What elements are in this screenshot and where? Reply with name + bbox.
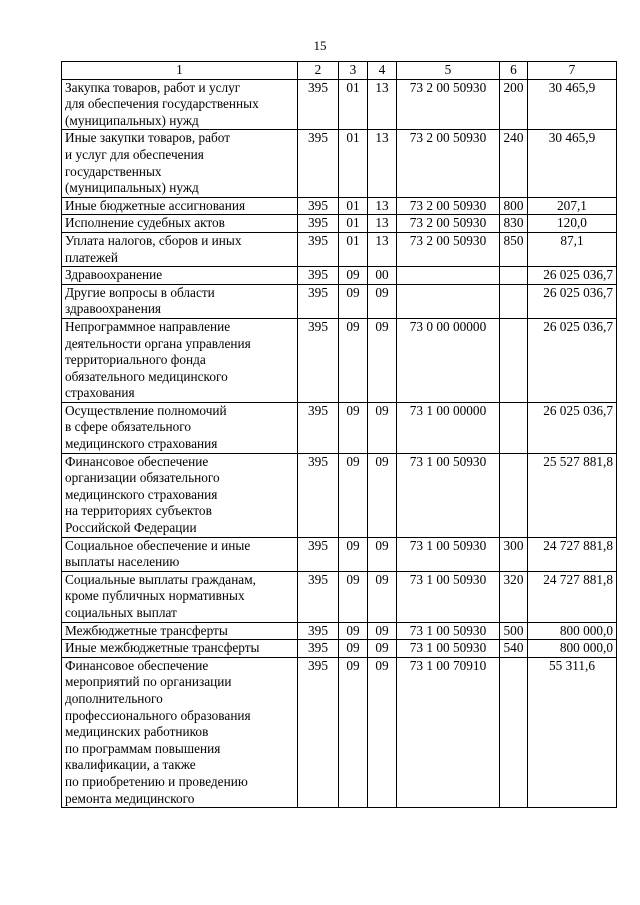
amount-cell: 24 727 881,8 [528, 537, 617, 571]
section-code-cell: 09 [339, 640, 368, 658]
expense-type-cell: 300 [500, 537, 528, 571]
row-name-line: обязательного медицинского [65, 368, 228, 384]
header-cell: 3 [339, 62, 368, 80]
expense-type-cell: 540 [500, 640, 528, 658]
section-code-cell: 09 [339, 453, 368, 537]
row-name-cell [62, 537, 298, 571]
expense-type-cell [500, 284, 528, 318]
admin-code-cell: 395 [298, 453, 339, 537]
target-article-cell: 73 0 00 00000 [397, 318, 500, 402]
amount-cell: 26 025 036,7 [528, 318, 617, 402]
row-name-line: государственных [65, 163, 162, 179]
subsection-code-cell: 13 [368, 232, 397, 266]
header-cell: 1 [62, 62, 298, 80]
row-name-line: дополнительного [65, 690, 163, 706]
table-row [62, 453, 617, 537]
row-name-cell [62, 79, 298, 130]
row-name-line: мероприятий по организации [65, 674, 232, 690]
table-row [62, 79, 617, 130]
table-row [62, 215, 617, 233]
amount-cell: 30 465,9 [528, 130, 617, 197]
row-name-line: Иные закупки товаров, работ [65, 130, 231, 146]
subsection-code-cell: 13 [368, 79, 397, 130]
row-name-line: Другие вопросы в области [65, 284, 215, 300]
row-name-line: Закупка товаров, работ и услуг [65, 79, 241, 95]
row-name-line: Межбюджетные трансферты [65, 622, 228, 638]
row-name-line: Российской Федерации [65, 520, 197, 536]
header-cell: 6 [500, 62, 528, 80]
admin-code-cell: 395 [298, 537, 339, 571]
admin-code-cell: 395 [298, 79, 339, 130]
amount-cell: 800 000,0 [528, 640, 617, 658]
expense-type-cell [500, 267, 528, 285]
target-article-cell [397, 284, 500, 318]
row-name-cell [62, 453, 298, 537]
subsection-code-cell: 00 [368, 267, 397, 285]
table-row [62, 284, 617, 318]
section-code-cell: 09 [339, 537, 368, 571]
table-row [62, 130, 617, 197]
amount-cell: 207,1 [528, 197, 617, 215]
expense-type-cell [500, 402, 528, 453]
section-code-cell: 09 [339, 571, 368, 622]
page-number: 15 [313, 38, 327, 53]
admin-code-cell: 395 [298, 640, 339, 658]
table-row [62, 657, 617, 807]
admin-code-cell: 395 [298, 402, 339, 453]
row-name-cell [62, 318, 298, 402]
section-code-cell: 09 [339, 284, 368, 318]
target-article-cell: 73 1 00 50930 [397, 537, 500, 571]
row-name-cell [62, 657, 298, 807]
amount-cell: 800 000,0 [528, 622, 617, 640]
row-name-line: Иные бюджетные ассигнования [65, 197, 246, 213]
section-code-cell: 01 [339, 197, 368, 215]
admin-code-cell: 395 [298, 284, 339, 318]
header-cell: 4 [368, 62, 397, 80]
expense-type-cell: 830 [500, 215, 528, 233]
admin-code-cell: 395 [298, 622, 339, 640]
row-name-cell [62, 215, 298, 233]
table-row [62, 571, 617, 622]
amount-cell: 25 527 881,8 [528, 453, 617, 537]
subsection-code-cell: 09 [368, 318, 397, 402]
row-name-line: страхования [65, 385, 135, 401]
row-name-line: медицинских работников [65, 724, 209, 740]
expense-type-cell: 800 [500, 197, 528, 215]
table-row [62, 318, 617, 402]
target-article-cell: 73 1 00 50930 [397, 622, 500, 640]
row-name-line: социальных выплат [65, 605, 177, 620]
table-row [62, 622, 617, 640]
row-name-line: (муниципальных) нужд [65, 112, 199, 128]
admin-code-cell: 395 [298, 197, 339, 215]
subsection-code-cell: 09 [368, 453, 397, 537]
admin-code-cell: 395 [298, 657, 339, 807]
subsection-code-cell: 09 [368, 284, 397, 318]
row-name-line: медицинского страхования [65, 486, 218, 502]
section-code-cell: 09 [339, 267, 368, 285]
row-name-line: платежей [65, 249, 119, 265]
section-code-cell: 09 [339, 402, 368, 453]
row-name-cell [62, 622, 298, 640]
subsection-code-cell: 09 [368, 622, 397, 640]
row-name-line: Здравоохранение [65, 267, 163, 283]
section-code-cell: 01 [339, 130, 368, 197]
row-name-line: в сфере обязательного [65, 419, 192, 435]
row-name-line: Финансовое обеспечение [65, 453, 209, 469]
expense-type-cell: 850 [500, 232, 528, 266]
amount-cell: 26 025 036,7 [528, 284, 617, 318]
expense-type-cell [500, 318, 528, 402]
row-name-line: Осуществление полномочий [65, 402, 227, 418]
row-name-line: Иные межбюджетные трансферты [65, 640, 260, 656]
row-name-line: квалификации, а также [65, 757, 196, 773]
row-name-cell [62, 284, 298, 318]
row-name-cell [62, 267, 298, 285]
expense-type-cell: 200 [500, 79, 528, 130]
header-cell: 2 [298, 62, 339, 80]
row-name-line: здравоохранения [65, 301, 162, 317]
section-code-cell: 01 [339, 232, 368, 266]
row-name-line: территориального фонда [65, 352, 206, 368]
table-row [62, 640, 617, 658]
expense-type-cell [500, 657, 528, 807]
row-name-line: Исполнение судебных актов [65, 215, 225, 231]
table-row [62, 232, 617, 266]
expense-type-cell: 500 [500, 622, 528, 640]
target-article-cell: 73 1 00 00000 [397, 402, 500, 453]
row-name-line: Социальные выплаты гражданам, [65, 571, 256, 587]
row-name-line: выплаты населению [65, 554, 180, 570]
subsection-code-cell: 09 [368, 657, 397, 807]
amount-cell: 87,1 [528, 232, 617, 266]
row-name-line: на территориях субъектов [65, 503, 212, 519]
section-code-cell: 01 [339, 79, 368, 130]
admin-code-cell: 395 [298, 267, 339, 285]
row-name-line: (муниципальных) нужд [65, 180, 199, 196]
admin-code-cell: 395 [298, 215, 339, 233]
row-name-line: кроме публичных нормативных [65, 588, 245, 604]
target-article-cell: 73 1 00 70910 [397, 657, 500, 807]
admin-code-cell: 395 [298, 130, 339, 197]
subsection-code-cell: 13 [368, 215, 397, 233]
row-name-line: Социальное обеспечение и иные [65, 537, 251, 553]
row-name-line: и услуг для обеспечения [65, 146, 204, 162]
header-cell: 7 [528, 62, 617, 80]
row-name-line: Непрограммное направление [65, 318, 231, 334]
amount-cell: 30 465,9 [528, 79, 617, 130]
target-article-cell: 73 1 00 50930 [397, 640, 500, 658]
subsection-code-cell: 09 [368, 640, 397, 658]
admin-code-cell: 395 [298, 232, 339, 266]
row-name-line: Финансовое обеспечение [65, 657, 209, 673]
admin-code-cell: 395 [298, 318, 339, 402]
section-code-cell: 09 [339, 657, 368, 807]
table-row [62, 267, 617, 285]
row-name-line: для обеспечения государственных [65, 96, 259, 112]
admin-code-cell: 395 [298, 571, 339, 622]
table-row [62, 197, 617, 215]
row-name-line: ремонта медицинского [65, 790, 195, 806]
target-article-cell: 73 1 00 50930 [397, 453, 500, 537]
row-name-cell [62, 197, 298, 215]
section-code-cell: 01 [339, 215, 368, 233]
target-article-cell: 73 2 00 50930 [397, 130, 500, 197]
table-header-row [62, 62, 617, 80]
subsection-code-cell: 09 [368, 402, 397, 453]
target-article-cell: 73 2 00 50930 [397, 197, 500, 215]
row-name-line: Уплата налогов, сборов и иных [65, 232, 242, 248]
row-name-cell [62, 130, 298, 197]
amount-cell: 120,0 [528, 215, 617, 233]
expense-type-cell [500, 453, 528, 537]
subsection-code-cell: 09 [368, 571, 397, 622]
row-name-line: деятельности органа управления [65, 335, 251, 351]
header-cell: 5 [397, 62, 500, 80]
amount-cell: 26 025 036,7 [528, 402, 617, 453]
subsection-code-cell: 09 [368, 537, 397, 571]
amount-cell: 26 025 036,7 [528, 267, 617, 285]
subsection-code-cell: 13 [368, 130, 397, 197]
table-row [62, 537, 617, 571]
table-row [62, 402, 617, 453]
budget-table [61, 61, 617, 808]
amount-cell: 55 311,6 [528, 657, 617, 807]
row-name-line: профессионального образования [65, 707, 251, 723]
row-name-cell [62, 402, 298, 453]
row-name-cell [62, 640, 298, 658]
target-article-cell: 73 2 00 50930 [397, 79, 500, 130]
subsection-code-cell: 13 [368, 197, 397, 215]
expense-type-cell: 320 [500, 571, 528, 622]
row-name-line: медицинского страхования [65, 436, 218, 452]
row-name-line: по приобретению и проведению [65, 773, 248, 789]
row-name-line: по программам повышения [65, 740, 221, 756]
row-name-line: организации обязательного [65, 470, 220, 486]
row-name-cell [62, 232, 298, 266]
target-article-cell [397, 267, 500, 285]
amount-cell: 24 727 881,8 [528, 571, 617, 622]
section-code-cell: 09 [339, 318, 368, 402]
target-article-cell: 73 2 00 50930 [397, 232, 500, 266]
target-article-cell: 73 1 00 50930 [397, 571, 500, 622]
target-article-cell: 73 2 00 50930 [397, 215, 500, 233]
expense-type-cell: 240 [500, 130, 528, 197]
row-name-cell [62, 571, 298, 622]
section-code-cell: 09 [339, 622, 368, 640]
